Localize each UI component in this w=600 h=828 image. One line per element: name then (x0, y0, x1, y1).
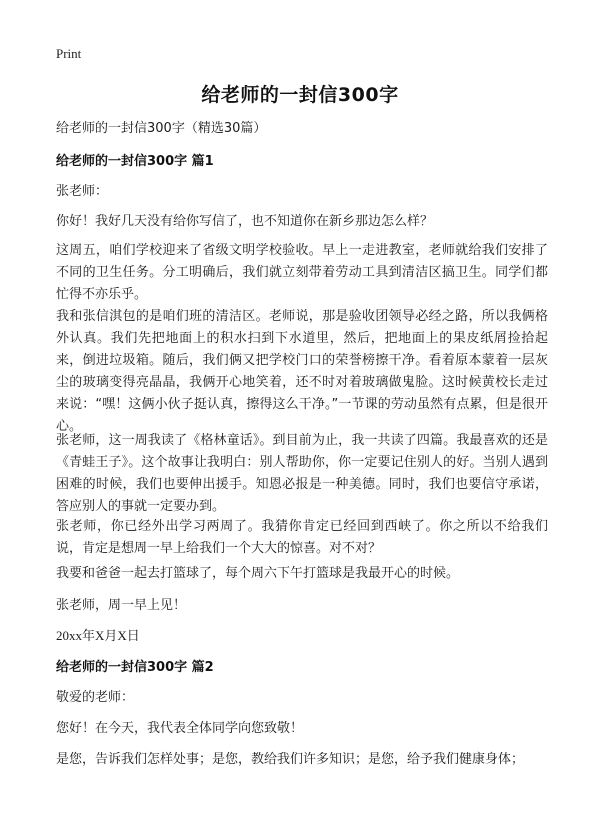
section-heading-1: 给老师的一封信300字 篇1 (56, 154, 214, 169)
salutation-1: 张老师： (56, 184, 109, 199)
paragraph-1-4: 张老师，你已经外出学习两周了。我猜你肯定已经回到西峡了。你之所以不给我们说，肯定是想周一早上给我们一个大大的惊喜。对不对？ (56, 519, 548, 556)
document-subtitle: 给老师的一封信300字（精选30篇） (56, 121, 267, 136)
page-title: 给老师的一封信300字 (201, 84, 399, 106)
closing-1: 张老师，周一早上见！ (56, 598, 187, 613)
section-heading-2: 给老师的一封信300字 篇2 (56, 660, 214, 675)
paragraph-2-1: 是您，告诉我们怎样处事；是您，教给我们许多知识；是您，给予我们健康身体； (56, 752, 525, 767)
paragraph-1-1: 这周五，咱们学校迎来了省级文明学校验收。早上一走进教室，老师就给我们安排了不同的卫生任务。分工明确后，我们就立刻带着劳动工具到清洁区搞卫生。同学们都忙得不亦乐乎。 (56, 243, 548, 302)
salutation-2: 敬爱的老师： (56, 690, 135, 705)
paragraph-1-3: 张老师，这一周我读了《格林童话》。到目前为止，我一共读了四篇。我最喜欢的还是《青蛙王子》。这个故事让我明白：别人帮助你，你一定要记住别人的好。当别人遇到困难的时候，我们也要伸出援手。知恩必报是一种美德。同时，我们也要信守承诺，答应别人的事就一定要办到。 (56, 433, 548, 514)
paragraph-1-5: 我要和爸爸一起去打篮球了，每个周六下午打篮球是我最开心的时候。 (56, 566, 460, 581)
print-label: Print (56, 46, 82, 61)
greeting-2: 您好！在今天，我代表全体同学向您致敬！ (56, 721, 304, 736)
paragraph-1-2: 我和张信淇包的是咱们班的清洁区。老师说，那是验收团领导必经之路，所以我俩格外认真。我们先把地面上的积水扫到下水道里，然后，把地面上的果皮纸屑捡拾起来，倒进垃圾箱。随后，我们俩又把学校门口的荣誉榜擦干净。看着原本蒙着一层灰尘的玻璃变得亮晶晶，我俩开心地笑着，还不时对着玻璃做鬼脸。这时候黄校长走过来说：“嘿！这俩小伙子挺认真，擦得这么干净。”一节课的劳动虽然有点累，但是很开心。 (56, 309, 548, 434)
date-1: 20xx年X月X日 (56, 628, 140, 643)
greeting-1: 你好！我好几天没有给你写信了，也不知道你在新乡那边怎么样？ (56, 214, 434, 229)
